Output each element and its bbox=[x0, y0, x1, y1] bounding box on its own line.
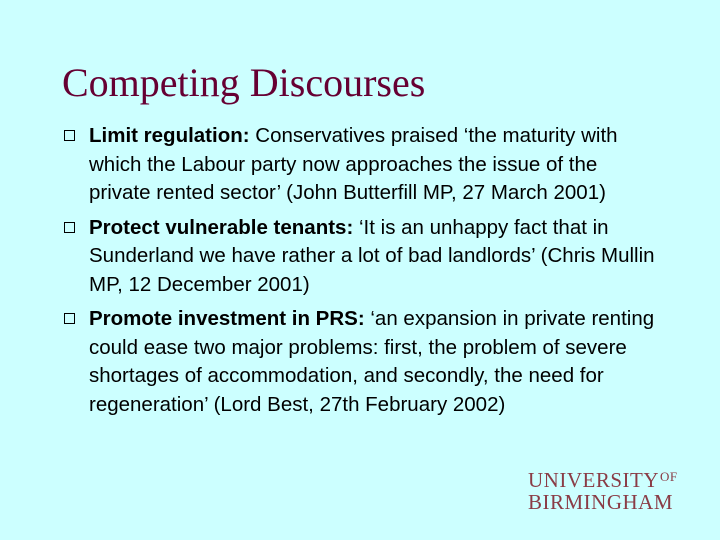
university-logo bbox=[528, 466, 678, 513]
bullet-heading: Protect vulnerable tenants: bbox=[89, 215, 354, 239]
logo-line-birmingham: BIRMINGHAM bbox=[528, 490, 674, 514]
bullet-item-limit-regulation bbox=[62, 122, 662, 208]
bullet-text: ‘an expansion in private renting could ease two major problems: first, the problem of severe shortages of accommodation, and secondly, the need for regeneration’ (Lord Best, 27th February 2002) bbox=[89, 307, 655, 416]
logo-university-text: UNIVERSITY bbox=[528, 468, 659, 492]
bullet-item-promote-investment bbox=[62, 305, 662, 419]
hollow-square-bullet-icon bbox=[64, 130, 75, 141]
logo-of-text: OF bbox=[660, 469, 678, 484]
bullet-item-protect-tenants bbox=[62, 214, 662, 300]
bullet-text: Conservatives praised ‘the maturity with which the Labour party now approaches the issue of the private rented sector’ (John Butterfill MP, 27 March 2001) bbox=[89, 124, 618, 204]
bullet-heading: Promote investment in PRS: bbox=[89, 307, 365, 330]
bullet-text: ‘It is an unhappy fact that in Sunderland we have rather a lot of bad landlords’ (Chris Mullin MP, 12 December 2001) bbox=[89, 215, 655, 296]
bullet-heading: Limit regulation: bbox=[89, 124, 250, 147]
hollow-square-bullet-icon bbox=[64, 313, 75, 324]
hollow-square-bullet-icon bbox=[64, 222, 75, 233]
bullet-list bbox=[62, 122, 662, 425]
logo-line-university bbox=[528, 466, 678, 491]
slide-title: Competing Discourses bbox=[62, 60, 426, 105]
